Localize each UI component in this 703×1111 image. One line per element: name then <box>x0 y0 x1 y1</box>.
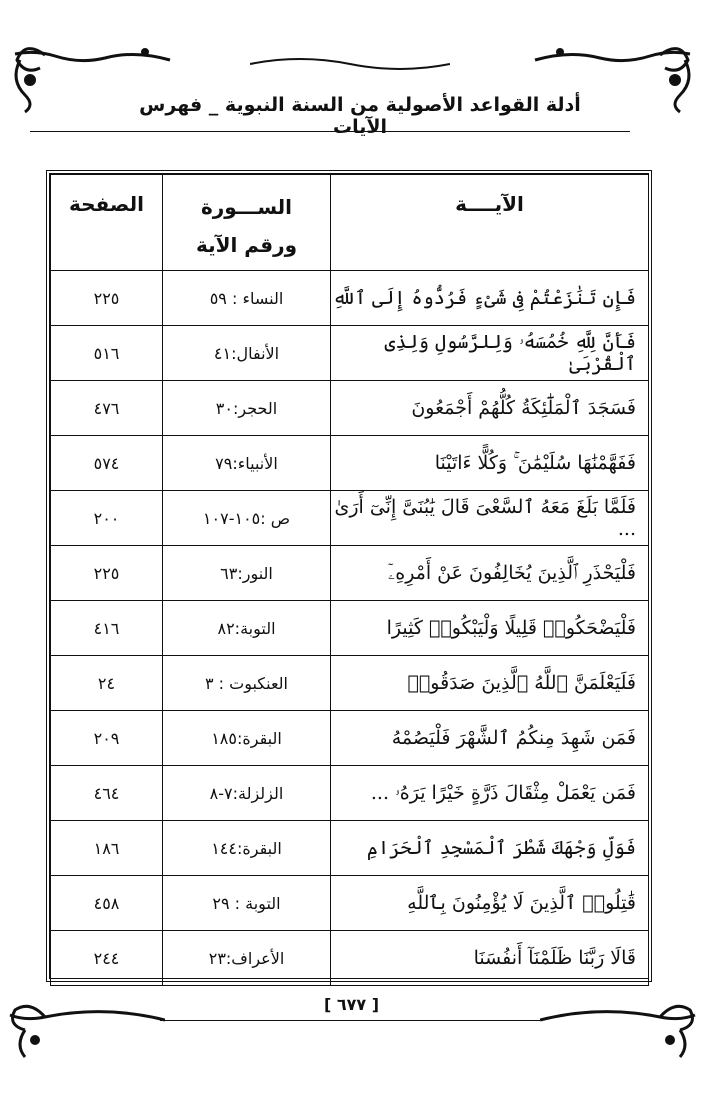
page-number: [ ٦٧٧ ] <box>323 995 380 1014</box>
ayah-cell: فَمَن شَهِدَ مِنكُمُ ٱلشَّهْرَ فَلْيَصُمْهُ <box>331 711 649 766</box>
table-row <box>51 546 649 601</box>
ayah-cell: فَلَيَعْلَمَنَّ ٱللَّهُ ٱلَّذِينَ صَدَقُوا۟ <box>331 656 649 711</box>
ayah-cell: فَوَلِّ وَجْهَكَ شَطْرَ ٱلْمَسْجِدِ ٱلْحَرَامِ <box>331 821 649 876</box>
surah-cell: الأنفال:٤١ <box>163 326 331 381</box>
ayah-cell: فَلَمَّا بَلَغَ مَعَهُ ٱلسَّعْىَ قَالَ يَٰبُنَىَّ إِنِّىٓ أَرَىٰ ... <box>331 491 649 546</box>
ayah-cell: فَلْيَضْحَكُوا۟ قَلِيلًا وَلْيَبْكُوا۟ كَثِيرًا <box>331 601 649 656</box>
table-row <box>51 271 649 326</box>
page-cell: ١٨٦ <box>51 821 163 876</box>
ayah-cell: فَإِن تَنَٰزَعْتُمْ فِى شَىْءٍ فَرُدُّوهُ إِلَى ٱللَّهِ <box>331 271 649 326</box>
ayah-cell: قَٰتِلُوا۟ ٱلَّذِينَ لَا يُؤْمِنُونَ بِٱللَّهِ <box>331 876 649 931</box>
top-center-ornament <box>250 52 450 74</box>
surah-cell: العنكبوت : ٣ <box>163 656 331 711</box>
page-cell: ٥١٦ <box>51 326 163 381</box>
page-cell: ٢٠٠ <box>51 491 163 546</box>
header-rule <box>30 131 630 132</box>
surah-cell: البقرة:١٨٥ <box>163 711 331 766</box>
page-cell: ٥٧٤ <box>51 436 163 491</box>
page-cell: ٤٧٦ <box>51 381 163 436</box>
surah-cell: الأنبياء:٧٩ <box>163 436 331 491</box>
ayah-cell: فَسَجَدَ ٱلْمَلَٰٓئِكَةُ كُلُّهُمْ أَجْمَعُونَ <box>331 381 649 436</box>
page-cell: ٤٦٤ <box>51 766 163 821</box>
table-row <box>51 381 649 436</box>
ayah-cell: فَمَن يَعْمَلْ مِثْقَالَ ذَرَّةٍ خَيْرًا يَرَهُۥ ... <box>331 766 649 821</box>
running-header: أدلة القواعد الأصولية من السنة النبوية _ فهرس الآيات <box>139 94 581 138</box>
header-surah <box>163 175 331 271</box>
table-row <box>51 931 649 986</box>
page-cell: ٢٤٤ <box>51 931 163 986</box>
surah-cell: الزلزلة:٧-٨ <box>163 766 331 821</box>
surah-cell: الحجر:٣٠ <box>163 381 331 436</box>
page-cell: ٢٢٥ <box>51 546 163 601</box>
page-cell: ٢٤ <box>51 656 163 711</box>
table-row <box>51 326 649 381</box>
table-row <box>51 436 649 491</box>
surah-cell: ص :١٠٥-١٠٧ <box>163 491 331 546</box>
page-cell: ٤٥٨ <box>51 876 163 931</box>
surah-cell: الأعراف:٢٣ <box>163 931 331 986</box>
table-row <box>51 656 649 711</box>
page-cell: ٢٠٩ <box>51 711 163 766</box>
header-ayah: الآيــــة <box>331 175 649 271</box>
verses-index-table <box>46 170 652 982</box>
table-row <box>51 491 649 546</box>
page-cell: ٤١٦ <box>51 601 163 656</box>
table-row <box>51 711 649 766</box>
page-cell: ٢٢٥ <box>51 271 163 326</box>
surah-cell: النساء : ٥٩ <box>163 271 331 326</box>
table-row <box>51 876 649 931</box>
surah-cell: البقرة:١٤٤ <box>163 821 331 876</box>
surah-cell: التوبة : ٢٩ <box>163 876 331 931</box>
ayah-cell: قَالَا رَبَّنَا ظَلَمْنَآ أَنفُسَنَا <box>331 931 649 986</box>
ayah-cell: فَلْيَحْذَرِ ٱلَّذِينَ يُخَالِفُونَ عَنْ أَمْرِهِۦٓ <box>331 546 649 601</box>
ayah-cell: فَأَنَّ لِلَّهِ خُمُسَهُۥ وَلِلرَّسُولِ وَلِذِى ٱلْقُرْبَىٰ <box>331 326 649 381</box>
table-row <box>51 601 649 656</box>
ayah-cell: فَفَهَّمْنَٰهَا سُلَيْمَٰنَ ۚ وَكُلًّا ءَاتَيْنَا <box>331 436 649 491</box>
footer-rule <box>160 1020 540 1021</box>
header-surah-line2: ورقم الآية <box>195 232 298 257</box>
header-page: الصفحة <box>51 175 163 271</box>
table-row <box>51 766 649 821</box>
header-surah-line1: الســـورة <box>200 194 293 219</box>
table-row <box>51 821 649 876</box>
surah-cell: التوبة:٨٢ <box>163 601 331 656</box>
surah-cell: النور:٦٣ <box>163 546 331 601</box>
